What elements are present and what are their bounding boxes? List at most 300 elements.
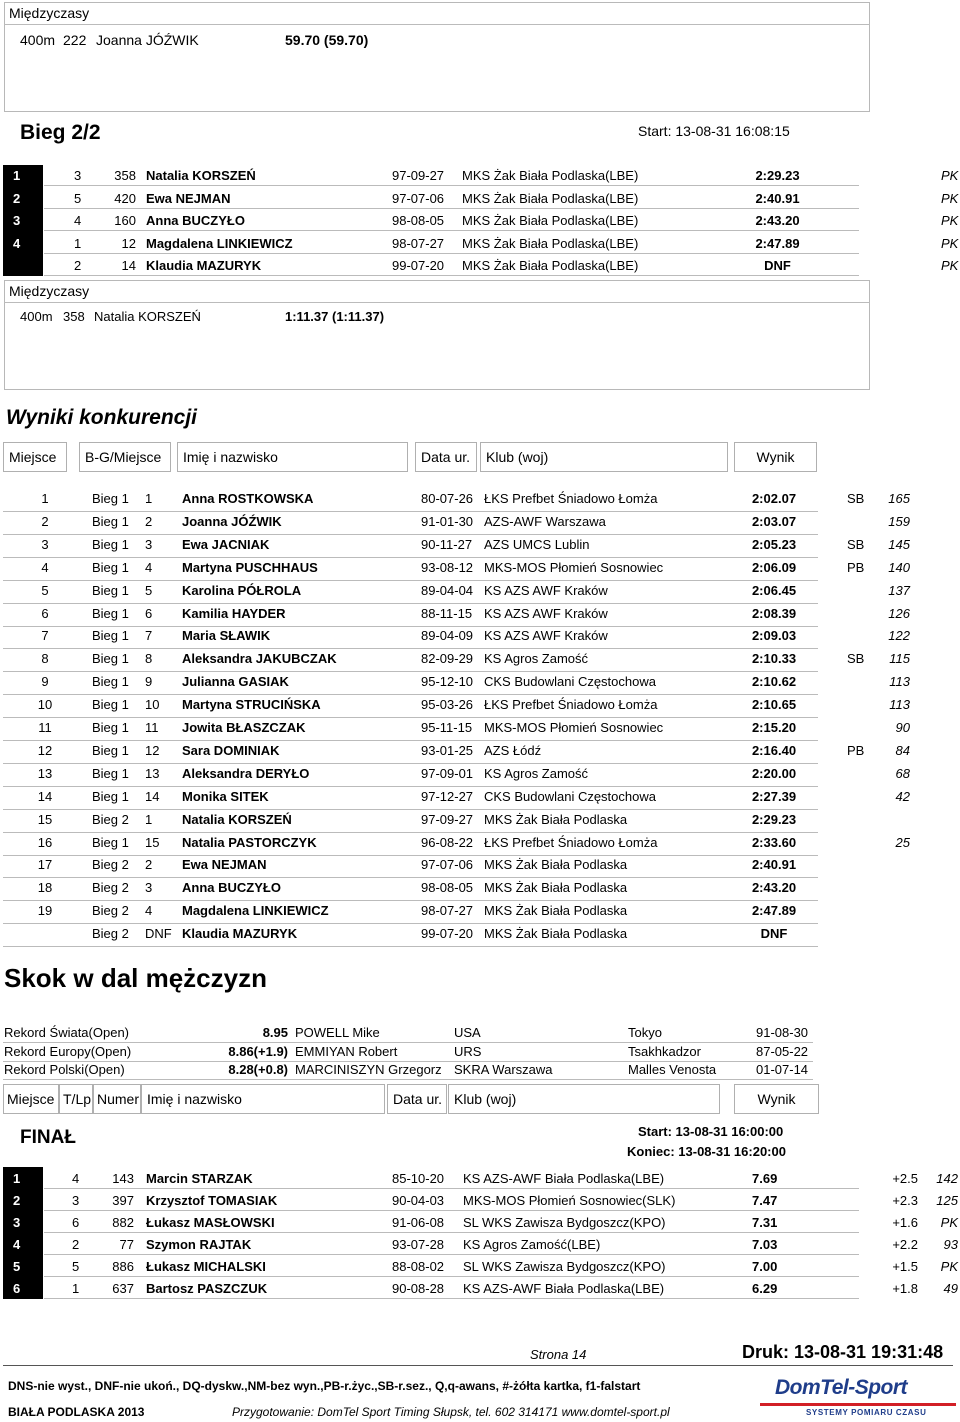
- competition-title: Wyniki konkurencji: [6, 406, 197, 429]
- row-dob: 82-09-29: [421, 651, 474, 667]
- row-heat-place: 12: [145, 742, 160, 758]
- row-place: 6: [13, 1281, 21, 1296]
- row-divider: [3, 740, 818, 741]
- row-name: Anna BUCZYŁO: [182, 880, 281, 896]
- row-category: PK: [941, 258, 959, 273]
- row-dob: 97-09-27: [421, 811, 474, 827]
- row-divider: [44, 1298, 859, 1299]
- row-heat-place: 9: [145, 674, 153, 690]
- row-club: MKS-MOS Płomień Sosnowiec: [484, 559, 664, 575]
- page-number: Strona 14: [530, 1347, 587, 1362]
- row-lane: 5: [74, 190, 82, 206]
- row-club: MKS Żak Biała Podlaska: [484, 903, 628, 919]
- record-date: 87-05-22: [756, 1043, 809, 1059]
- row-club: MKS Żak Biała Podlaska(LBE): [462, 213, 639, 228]
- row-result: 2:29.23: [755, 168, 800, 183]
- row-bib: 882: [112, 1215, 134, 1230]
- header-place: Miejsce: [3, 1084, 59, 1114]
- row-heat: Bieg 1: [92, 765, 129, 781]
- row-result: 2:47.89: [751, 903, 797, 919]
- row-dob: 90-04-03: [392, 1193, 445, 1208]
- row-place: 7: [41, 628, 49, 644]
- record-label: Rekord Świata(Open): [4, 1025, 129, 1040]
- row-dob: 95-12-10: [421, 674, 474, 690]
- row-points: 93: [943, 1237, 958, 1252]
- row-dob: 95-03-26: [421, 697, 474, 713]
- record-date: 01-07-14: [756, 1062, 809, 1077]
- row-place: 4: [13, 1237, 21, 1252]
- logo-wordmark: DomTel-Sport: [775, 1376, 908, 1399]
- row-dob: 93-01-25: [421, 742, 474, 758]
- row-club: KS AZS-AWF Biała Podlaska(LBE): [463, 1171, 665, 1186]
- row-club: ŁKS Prefbet Śniadowo Łomża: [484, 834, 658, 850]
- split-name: Joanna JÓŹWIK: [96, 32, 199, 48]
- row-name: Aleksandra JAKUBCZAK: [182, 651, 337, 667]
- row-points: PK: [940, 1215, 958, 1230]
- row-name: Martyna STRUCIŃSKA: [182, 697, 321, 713]
- row-place: 2: [13, 190, 21, 206]
- row-club: MKS-MOS Płomień Sosnowiec: [484, 720, 664, 735]
- split-name: Natalia KORSZEŃ: [94, 309, 201, 324]
- row-heat: Bieg 2: [92, 926, 129, 942]
- row-heat: Bieg 2: [92, 880, 129, 896]
- row-category: PK: [941, 235, 959, 251]
- row-dob: 90-08-28: [392, 1281, 445, 1296]
- row-name: Klaudia MAZURYK: [146, 258, 262, 273]
- row-result: 2:09.03: [751, 628, 797, 644]
- row-result: 2:02.07: [751, 491, 797, 506]
- row-club: CKS Budowlani Częstochowa: [484, 788, 656, 804]
- row-points: 113: [889, 697, 910, 713]
- header-tlp: T/Lp: [59, 1084, 93, 1114]
- row-name: Aleksandra DERYŁO: [182, 765, 310, 781]
- row-lp: 1: [72, 1281, 80, 1296]
- record-holder: EMMIYAN Robert: [295, 1043, 398, 1059]
- row-heat: Bieg 1: [92, 742, 129, 758]
- row-bib: 637: [112, 1281, 134, 1296]
- row-divider: [44, 1276, 859, 1277]
- row-heat: Bieg 2: [92, 903, 129, 919]
- row-place: 19: [37, 903, 53, 919]
- row-bib: 143: [112, 1171, 134, 1186]
- place-column-bar: [3, 1167, 43, 1299]
- row-name: Sara DOMINIAK: [182, 742, 280, 758]
- row-dob: 89-04-04: [421, 582, 474, 598]
- row-heat-place: 10: [145, 697, 160, 713]
- row-divider: [44, 208, 859, 209]
- row-place: 2: [41, 513, 49, 529]
- row-place: 4: [13, 235, 21, 251]
- row-divider: [3, 626, 818, 627]
- row-result: 7.31: [752, 1215, 778, 1230]
- row-divider: [3, 786, 818, 787]
- split-time: 59.70 (59.70): [285, 32, 369, 48]
- row-club: KS Agros Zamość: [484, 765, 589, 781]
- row-place: 3: [13, 1215, 21, 1230]
- row-bib: 160: [114, 213, 136, 228]
- row-name: Natalia PASTORCZYK: [182, 834, 317, 850]
- row-club: KS AZS AWF Kraków: [484, 605, 608, 621]
- row-result: 2:20.00: [751, 765, 797, 781]
- splits-title: Międzyczasy: [9, 5, 90, 21]
- row-lp: 4: [72, 1171, 80, 1186]
- heat-title: Bieg 2/2: [20, 121, 101, 144]
- splits-title: Międzyczasy: [9, 283, 90, 299]
- row-club: ŁKS Prefbet Śniadowo Łomża: [484, 697, 658, 713]
- row-club: SL WKS Zawisza Bydgoszcz(KPO): [463, 1259, 666, 1274]
- row-points: 113: [889, 674, 910, 690]
- row-wind: +1.5: [892, 1259, 918, 1274]
- row-divider: [3, 511, 818, 512]
- record-mark: 8.95: [262, 1025, 288, 1040]
- row-bib: 358: [114, 168, 136, 183]
- record-label: Rekord Europy(Open): [4, 1043, 132, 1059]
- row-place: 5: [41, 582, 49, 598]
- row-dob: 91-01-30: [421, 513, 474, 529]
- splits-box-heat: [4, 280, 870, 390]
- row-name: Krzysztof TOMASIAK: [146, 1193, 278, 1208]
- row-dob: 96-08-22: [421, 834, 474, 850]
- row-heat-place: 6: [145, 605, 153, 621]
- logo-stripe: [760, 1403, 956, 1406]
- row-divider: [3, 557, 818, 558]
- row-lane: 4: [74, 213, 82, 228]
- row-dob: 88-11-15: [421, 605, 473, 621]
- row-place: 3: [41, 536, 49, 552]
- row-heat: Bieg 1: [92, 697, 129, 713]
- row-name: Natalia KORSZEŃ: [146, 168, 256, 183]
- row-place: 1: [13, 1171, 21, 1186]
- row-heat: Bieg 1: [92, 788, 129, 804]
- row-place: 17: [37, 857, 53, 873]
- row-result: 2:27.39: [751, 788, 797, 804]
- place-column-bar: [3, 165, 43, 276]
- row-points: 68: [895, 765, 910, 781]
- row-place: 15: [37, 811, 53, 827]
- row-heat: Bieg 1: [92, 582, 129, 598]
- row-club: KS Agros Zamość: [484, 651, 589, 667]
- row-result: 2:05.23: [751, 536, 797, 552]
- row-dob: 97-07-06: [421, 857, 474, 873]
- header-dob: Data ur.: [415, 442, 477, 472]
- row-dob: 98-07-27: [392, 235, 445, 251]
- row-name: Łukasz MICHALSKI: [146, 1259, 266, 1274]
- row-divider: [3, 900, 818, 901]
- row-points: 25: [895, 834, 910, 850]
- final-end: Koniec: 13-08-31 16:20:00: [627, 1144, 786, 1159]
- row-points: 165: [888, 491, 910, 506]
- row-dob: 80-07-26: [421, 491, 474, 506]
- row-name: Maria SŁAWIK: [182, 628, 271, 644]
- row-name: Anna ROSTKOWSKA: [182, 491, 314, 506]
- record-holder: MARCINISZYN Grzegorz: [295, 1062, 442, 1077]
- row-note: SB: [847, 491, 865, 506]
- row-result: 2:10.65: [751, 697, 797, 713]
- row-name: Ewa JACNIAK: [182, 536, 270, 552]
- row-bib: 420: [114, 190, 136, 206]
- row-bib: 886: [112, 1259, 134, 1274]
- row-dob: 90-11-27: [421, 536, 473, 552]
- header-heat: B-G/Miejsce: [79, 442, 171, 472]
- row-club: MKS Żak Biała Podlaska: [484, 857, 628, 873]
- row-name: Ewa NEJMAN: [146, 190, 231, 206]
- row-bib: 77: [119, 1237, 134, 1252]
- row-divider: [44, 185, 859, 186]
- row-club: MKS Żak Biała Podlaska: [484, 811, 628, 827]
- row-place: 8: [41, 651, 49, 667]
- header-name: Imię i nazwisko: [177, 442, 408, 472]
- split-time: 1:11.37 (1:11.37): [285, 309, 385, 324]
- row-lane: 3: [74, 168, 82, 183]
- row-lane: 2: [74, 258, 82, 273]
- row-bib: 12: [121, 235, 136, 251]
- row-points: 126: [888, 605, 910, 621]
- row-result: 2:10.62: [751, 674, 797, 690]
- row-result: 2:29.23: [751, 811, 797, 827]
- row-heat-place: 1: [145, 811, 153, 827]
- row-divider: [3, 946, 818, 947]
- row-divider: [3, 763, 818, 764]
- row-dob: 98-08-05: [421, 880, 474, 896]
- row-points: 140: [888, 559, 910, 575]
- row-lane: 1: [74, 235, 82, 251]
- header-bib: Numer: [93, 1084, 141, 1114]
- header-result: Wynik: [734, 1084, 819, 1114]
- row-result: 2:08.39: [751, 605, 797, 621]
- record-country: SKRA Warszawa: [454, 1062, 553, 1077]
- row-dob: 98-07-27: [421, 903, 474, 919]
- row-result: 2:40.91: [755, 190, 800, 206]
- record-mark: 8.86(+1.9): [228, 1043, 288, 1059]
- record-mark: 8.28(+0.8): [228, 1062, 288, 1077]
- header-place: Miejsce: [3, 442, 67, 472]
- row-heat: Bieg 2: [92, 857, 129, 873]
- row-divider: [3, 855, 818, 856]
- row-points: 122: [888, 628, 910, 644]
- row-divider: [3, 648, 818, 649]
- row-heat: Bieg 1: [92, 605, 129, 621]
- row-wind: +2.3: [892, 1193, 918, 1208]
- row-heat: Bieg 1: [92, 491, 129, 506]
- prepared-by: Przygotowanie: DomTel Sport Timing Słupsk, tel. 602 314171 www.domtel-sport.pl: [232, 1405, 670, 1419]
- row-heat-place: 5: [145, 582, 153, 598]
- row-heat-place: 4: [145, 559, 153, 575]
- row-points: 142: [936, 1171, 958, 1186]
- row-result: 2:16.40: [751, 742, 797, 758]
- row-heat-place: 2: [145, 513, 153, 529]
- row-divider: [44, 275, 859, 276]
- row-wind: +1.6: [892, 1215, 918, 1230]
- row-heat-place: DNF: [145, 926, 172, 942]
- row-name: Jowita BŁASZCZAK: [182, 720, 306, 735]
- row-name: Monika SITEK: [182, 788, 269, 804]
- row-result: 7.69: [752, 1171, 778, 1186]
- row-points: 159: [888, 513, 910, 529]
- row-heat: Bieg 1: [92, 559, 129, 575]
- row-divider: [3, 671, 818, 672]
- row-name: Marcin STARZAK: [146, 1171, 253, 1186]
- row-club: ŁKS Prefbet Śniadowo Łomża: [484, 491, 658, 506]
- row-heat-place: 7: [145, 628, 153, 644]
- row-category: PK: [941, 213, 959, 228]
- row-divider: [44, 1254, 859, 1255]
- row-bib: 14: [121, 258, 136, 273]
- row-dob: 85-10-20: [392, 1171, 445, 1186]
- row-dob: 97-12-27: [421, 788, 474, 804]
- divider: [4, 302, 870, 303]
- row-divider: [3, 580, 818, 581]
- row-club: MKS Żak Biała Podlaska(LBE): [462, 235, 639, 251]
- row-points: 49: [943, 1281, 958, 1296]
- row-name: Karolina PÓŁROLA: [182, 582, 302, 598]
- row-heat-place: 3: [145, 536, 153, 552]
- row-result: DNF: [760, 926, 788, 942]
- final-title: FINAŁ: [20, 1127, 76, 1148]
- divider: [4, 24, 870, 25]
- row-note: PB: [847, 559, 865, 575]
- row-heat-place: 2: [145, 857, 153, 873]
- row-note: PB: [847, 742, 865, 758]
- record-holder: POWELL Mike: [295, 1025, 380, 1040]
- row-divider: [44, 230, 859, 231]
- row-club: MKS Żak Biała Podlaska: [484, 880, 628, 896]
- row-points: 90: [895, 720, 910, 735]
- header-club: Klub (woj): [480, 442, 728, 472]
- row-divider: [44, 1232, 859, 1233]
- row-dob: 97-07-06: [392, 190, 445, 206]
- row-result: 2:06.09: [751, 559, 797, 575]
- row-club: KS AZS-AWF Biała Podlaska(LBE): [463, 1281, 665, 1296]
- heat-start: Start: 13-08-31 16:08:15: [638, 123, 790, 139]
- row-divider: [3, 877, 818, 878]
- row-name: Bartosz PASZCZUK: [146, 1281, 268, 1296]
- row-dob: 99-07-20: [421, 926, 474, 942]
- row-place: 10: [37, 697, 53, 713]
- row-result: DNF: [764, 258, 791, 273]
- row-heat-place: 1: [145, 491, 153, 506]
- row-place: 13: [37, 765, 53, 781]
- row-divider: [3, 809, 818, 810]
- row-club: KS AZS AWF Kraków: [484, 628, 608, 644]
- row-heat: Bieg 1: [92, 628, 129, 644]
- row-result: 2:03.07: [751, 513, 797, 529]
- record-country: URS: [454, 1043, 482, 1059]
- row-name: Szymon RAJTAK: [146, 1237, 252, 1252]
- row-result: 7.00: [752, 1259, 778, 1274]
- row-lp: 2: [72, 1237, 80, 1252]
- row-heat-place: 8: [145, 651, 153, 667]
- row-name: Magdalena LINKIEWICZ: [146, 235, 293, 251]
- row-place: 9: [41, 674, 49, 690]
- row-heat-place: 14: [145, 788, 160, 804]
- row-place: 1: [13, 168, 21, 183]
- row-heat-place: 3: [145, 880, 153, 896]
- row-divider: [44, 253, 859, 254]
- row-heat: Bieg 1: [92, 536, 129, 552]
- row-wind: +2.5: [892, 1171, 918, 1186]
- row-divider: [3, 603, 818, 604]
- row-place: 16: [37, 834, 53, 850]
- row-heat-place: 11: [145, 720, 159, 735]
- record-place: Tokyo: [628, 1025, 662, 1040]
- row-dob: 98-08-05: [392, 213, 445, 228]
- row-club: CKS Budowlani Częstochowa: [484, 674, 656, 690]
- row-result: 6.29: [752, 1281, 778, 1296]
- record-place: Tsakhkadzor: [628, 1043, 701, 1059]
- row-points: 84: [895, 742, 910, 758]
- row-result: 2:43.20: [751, 880, 797, 896]
- header-name: Imię i nazwisko: [141, 1084, 385, 1114]
- row-dob: 93-07-28: [392, 1237, 445, 1252]
- row-lp: 5: [72, 1259, 80, 1274]
- row-divider: [44, 1188, 859, 1189]
- row-note: SB: [847, 651, 865, 667]
- row-points: 42: [895, 788, 910, 804]
- row-points: PK: [940, 1259, 958, 1274]
- row-result: 2:47.89: [755, 235, 800, 251]
- row-name: Julianna GASIAK: [182, 674, 289, 690]
- row-club: MKS-MOS Płomień Sosnowiec(SLK): [463, 1193, 676, 1208]
- header-club: Klub (woj): [448, 1084, 720, 1114]
- row-name: Anna BUCZYŁO: [146, 213, 245, 228]
- row-heat: Bieg 1: [92, 513, 129, 529]
- row-name: Martyna PUSCHHAUS: [182, 559, 318, 575]
- row-club: AZS Łódź: [484, 742, 542, 758]
- row-result: 2:10.33: [751, 651, 797, 667]
- row-heat-place: 4: [145, 903, 153, 919]
- row-place: 4: [41, 559, 49, 575]
- row-points: 137: [888, 582, 910, 598]
- domtel-logo: [760, 1376, 956, 1420]
- record-country: USA: [454, 1025, 481, 1040]
- event-title: Skok w dal mężczyzn: [4, 963, 267, 993]
- row-club: MKS Żak Biała Podlaska: [484, 926, 628, 942]
- row-dob: 93-08-12: [421, 559, 474, 575]
- split-distance: 400m: [20, 32, 56, 48]
- header-result: Wynik: [734, 442, 817, 472]
- row-name: Łukasz MASŁOWSKI: [146, 1215, 275, 1230]
- row-divider: [3, 1079, 813, 1080]
- row-result: 2:06.45: [751, 582, 797, 598]
- row-result: 7.47: [752, 1193, 778, 1208]
- row-divider: [3, 694, 818, 695]
- splits-box-top: [4, 2, 870, 112]
- row-dob: 99-07-20: [392, 258, 445, 273]
- row-heat: Bieg 2: [92, 811, 129, 827]
- row-wind: +1.8: [892, 1281, 918, 1296]
- row-divider: [3, 534, 818, 535]
- row-heat-place: 13: [145, 765, 160, 781]
- row-club: KS AZS AWF Kraków: [484, 582, 608, 598]
- city-year: BIAŁA PODLASKA 2013: [8, 1405, 145, 1419]
- row-place: 18: [37, 880, 53, 896]
- record-date: 91-08-30: [756, 1025, 809, 1040]
- row-wind: +2.2: [892, 1237, 918, 1252]
- row-place: 5: [13, 1259, 21, 1274]
- row-points: 125: [936, 1193, 958, 1208]
- row-place: 14: [37, 788, 53, 804]
- header-dob: Data ur.: [387, 1084, 447, 1114]
- row-heat: Bieg 1: [92, 834, 129, 850]
- row-divider: [44, 1210, 859, 1211]
- row-club: AZS-AWF Warszawa: [484, 513, 606, 529]
- record-place: Malles Venosta: [628, 1062, 717, 1077]
- row-place: 1: [41, 491, 49, 506]
- row-note: SB: [847, 536, 865, 552]
- row-category: PK: [941, 190, 959, 206]
- split-distance: 400m: [20, 309, 53, 324]
- row-name: Natalia KORSZEŃ: [182, 811, 292, 827]
